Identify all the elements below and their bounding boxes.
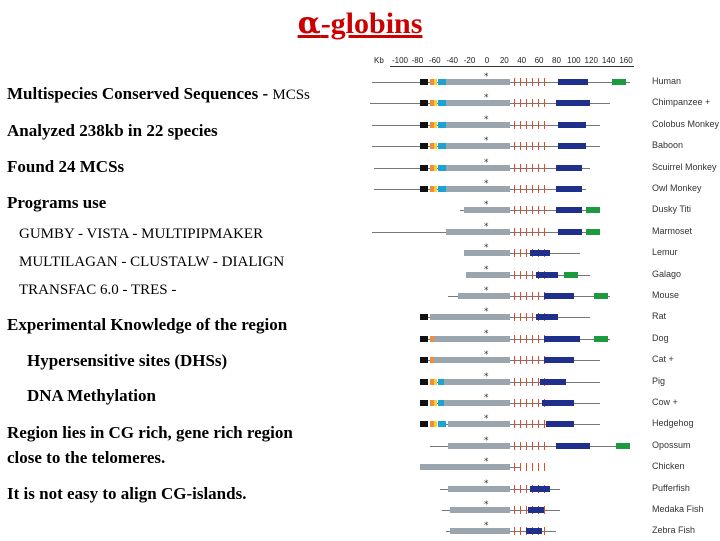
star-marker: * — [484, 72, 489, 82]
gene-block — [444, 400, 510, 406]
red-tick — [538, 206, 539, 214]
mcs-block — [434, 421, 437, 427]
gene-block — [444, 379, 510, 385]
bullet-programs-line1: GUMBY - VISTA - MULTIPIPMAKER — [19, 226, 264, 242]
gene-block — [446, 122, 510, 128]
red-tick — [538, 292, 539, 300]
red-tick — [526, 121, 527, 129]
red-tick — [526, 249, 527, 257]
red-tick — [514, 185, 515, 193]
axis-tick: -80 — [411, 56, 424, 65]
bullet-mcs-suffix: MCSs — [272, 87, 310, 103]
mcs-block — [420, 165, 428, 171]
species-row — [360, 502, 720, 520]
star-marker: * — [484, 243, 489, 254]
species-row — [360, 523, 720, 541]
red-tick — [544, 506, 545, 514]
star-marker: * — [484, 179, 489, 189]
red-tick — [544, 164, 545, 172]
red-tick — [526, 399, 527, 407]
species-label: Marmoset — [652, 225, 693, 236]
bullet-analyzed: Analyzed 238kb in 22 species — [7, 121, 218, 140]
red-tick — [514, 356, 515, 364]
red-tick — [514, 335, 515, 343]
mcs-block — [438, 421, 446, 427]
species-row — [360, 309, 720, 327]
red-tick — [526, 164, 527, 172]
red-tick — [520, 485, 521, 493]
red-tick — [538, 356, 539, 364]
gene-block — [446, 79, 510, 85]
star-marker: * — [484, 286, 489, 296]
axis-tick: 80 — [552, 56, 561, 65]
gene-block — [446, 186, 510, 192]
species-label: Chicken — [652, 461, 685, 472]
red-tick — [544, 99, 545, 107]
red-tick — [538, 185, 539, 193]
species-label: Pig — [652, 375, 666, 386]
red-tick — [520, 78, 521, 86]
red-tick — [526, 356, 527, 364]
red-tick — [520, 506, 521, 514]
star-marker: * — [484, 114, 489, 125]
star-marker: * — [484, 328, 489, 339]
mcs-block — [438, 79, 446, 85]
red-tick — [532, 78, 533, 86]
species-row — [360, 395, 720, 413]
red-tick — [514, 271, 515, 279]
mcs-block — [438, 100, 446, 106]
mcs-block — [420, 400, 428, 406]
red-tick — [532, 142, 533, 150]
red-tick — [526, 99, 527, 107]
red-tick — [526, 292, 527, 300]
red-tick — [520, 228, 521, 236]
red-tick — [520, 99, 521, 107]
mcs-block — [420, 100, 428, 106]
species-label: Rat — [652, 311, 667, 322]
red-tick — [514, 378, 515, 386]
navy-block — [556, 186, 582, 192]
red-tick — [544, 463, 545, 471]
mcs-block — [420, 421, 428, 427]
red-tick — [526, 313, 527, 321]
red-tick — [520, 527, 521, 535]
species-row — [360, 202, 720, 220]
species-row — [360, 245, 720, 263]
red-tick — [514, 228, 515, 236]
red-tick — [532, 335, 533, 343]
red-tick — [532, 378, 533, 386]
red-tick — [514, 485, 515, 493]
star-marker: * — [484, 478, 489, 489]
gene-block — [446, 165, 510, 171]
star-marker: * — [484, 136, 489, 147]
red-tick — [538, 142, 539, 150]
red-tick — [526, 228, 527, 236]
gene-block — [446, 229, 510, 235]
gene-block — [448, 421, 510, 427]
mcs-block — [438, 143, 446, 149]
mcs-block — [434, 165, 437, 171]
bullet-found: Found 24 MCSs — [7, 157, 125, 176]
red-tick — [514, 99, 515, 107]
red-tick — [526, 206, 527, 214]
axis-tick: -60 — [428, 56, 441, 65]
axis-tick: 120 — [584, 56, 598, 65]
mcs-block — [420, 357, 428, 363]
red-tick — [514, 442, 515, 450]
gene-block — [430, 314, 510, 320]
red-tick — [544, 228, 545, 236]
bullet-programs-line2: MULTILAGAN - CLUSTALW - DIALIGN — [19, 254, 285, 270]
species-label: Baboon — [652, 140, 684, 151]
red-tick — [514, 292, 515, 300]
red-tick — [532, 121, 533, 129]
species-label: Zebra Fish — [652, 525, 696, 536]
red-tick — [538, 378, 539, 386]
green-block — [586, 229, 600, 235]
gene-block — [448, 486, 510, 492]
species-label: Cat + — [652, 354, 674, 365]
red-tick — [538, 99, 539, 107]
species-row — [360, 181, 720, 199]
red-tick — [514, 249, 515, 257]
red-tick — [514, 420, 515, 428]
gene-block — [450, 507, 510, 513]
navy-block — [542, 400, 574, 406]
red-tick — [538, 164, 539, 172]
green-block — [594, 293, 608, 299]
red-tick — [520, 121, 521, 129]
red-tick — [514, 527, 515, 535]
red-tick — [538, 228, 539, 236]
red-tick — [514, 463, 515, 471]
species-label: Galago — [652, 268, 682, 279]
species-row — [360, 416, 720, 434]
species-row — [360, 352, 720, 370]
star-marker: * — [484, 500, 489, 510]
species-row — [360, 221, 720, 242]
species-row — [360, 459, 720, 477]
red-tick — [532, 442, 533, 450]
mcs-block — [434, 186, 437, 192]
mcs-block — [434, 400, 437, 406]
red-tick — [532, 399, 533, 407]
bullet-programs: Programs use — [7, 193, 107, 212]
bullet-experimental: Experimental Knowledge of the region — [7, 315, 288, 334]
red-tick — [532, 185, 533, 193]
species-row — [360, 157, 720, 178]
navy-block — [530, 250, 550, 256]
species-label: Medaka Fish — [652, 504, 704, 514]
species-label: Pufferfish — [652, 482, 690, 493]
navy-block — [530, 486, 550, 492]
red-tick — [526, 142, 527, 150]
mcs-block — [420, 314, 428, 320]
red-tick — [514, 399, 515, 407]
green-block — [586, 207, 600, 213]
red-tick — [538, 78, 539, 86]
navy-block — [540, 379, 566, 385]
mcs-block — [420, 379, 428, 385]
navy-block — [528, 507, 544, 513]
navy-block — [556, 207, 582, 213]
navy-block — [544, 357, 574, 363]
axis-tick: 100 — [567, 56, 581, 65]
bullet-mcs — [7, 84, 310, 105]
species-label: Colobus Monkey — [652, 118, 720, 129]
bullet-cg-islands: It is not easy to align CG-islands. — [7, 484, 247, 503]
species-row — [360, 328, 720, 349]
mcs-block — [438, 186, 446, 192]
red-tick — [532, 356, 533, 364]
star-marker: * — [484, 435, 489, 446]
navy-block — [536, 314, 558, 320]
star-marker: * — [484, 93, 489, 104]
axis-tick: 20 — [499, 56, 509, 65]
red-tick — [520, 185, 521, 193]
species-row — [360, 288, 720, 306]
axis-line — [390, 66, 634, 67]
red-tick — [526, 420, 527, 428]
navy-block — [546, 421, 574, 427]
mcs-block — [434, 379, 437, 385]
gene-block — [420, 464, 510, 470]
red-tick — [526, 463, 527, 471]
bullet-dhs: Hypersensitive sites (DHSs) — [27, 351, 228, 370]
star-marker: * — [484, 393, 489, 403]
axis-tick: -40 — [446, 56, 458, 65]
star-marker: * — [484, 264, 489, 275]
species-row — [360, 74, 720, 92]
axis-tick: 140 — [601, 56, 616, 65]
navy-block — [558, 229, 582, 235]
bullet-mcs-text: Multispecies Conserved Sequences - — [7, 84, 273, 103]
navy-block — [556, 165, 582, 171]
species-row — [360, 371, 720, 392]
mcs-block — [420, 143, 428, 149]
species-label: Scuirrel Monkey — [652, 161, 717, 172]
red-tick — [520, 399, 521, 407]
star-marker: * — [484, 221, 489, 232]
red-tick — [544, 206, 545, 214]
species-label: Human — [652, 76, 682, 86]
mcs-block — [438, 122, 446, 128]
red-tick — [538, 463, 539, 471]
title-text: -globins — [320, 7, 423, 40]
navy-block — [556, 100, 590, 106]
red-tick — [526, 378, 527, 386]
navy-block — [558, 122, 586, 128]
red-tick — [514, 121, 515, 129]
red-tick — [520, 463, 521, 471]
species-label: Owl Monkey — [652, 183, 702, 193]
red-tick — [520, 142, 521, 150]
axis-tick: -100 — [391, 56, 409, 65]
mcs-block — [434, 100, 437, 106]
axis-unit: Kb — [374, 56, 384, 65]
page-title — [0, 6, 720, 41]
star-marker: * — [484, 371, 489, 382]
axis-tick: 40 — [517, 56, 527, 65]
red-tick — [544, 185, 545, 193]
gene-block — [448, 443, 510, 449]
gene-block — [446, 143, 510, 149]
mcs-block — [420, 122, 428, 128]
red-tick — [514, 164, 515, 172]
red-tick — [526, 78, 527, 86]
axis-tick: -20 — [463, 56, 476, 65]
red-tick — [544, 442, 545, 450]
gene-block — [434, 357, 510, 363]
navy-block — [558, 79, 588, 85]
bullet-cg-rich-2: close to the telomeres. — [7, 448, 166, 467]
star-marker: * — [484, 157, 489, 168]
navy-block — [556, 443, 590, 449]
red-tick — [544, 121, 545, 129]
navy-block — [536, 272, 558, 278]
green-block — [616, 443, 630, 449]
red-tick — [526, 335, 527, 343]
red-tick — [532, 420, 533, 428]
red-tick — [532, 99, 533, 107]
axis-tick: 0 — [484, 56, 490, 65]
red-tick — [538, 399, 539, 407]
star-marker: * — [484, 521, 489, 532]
red-tick — [514, 313, 515, 321]
species-row — [360, 264, 720, 285]
red-tick — [532, 206, 533, 214]
red-tick — [544, 142, 545, 150]
red-tick — [532, 292, 533, 300]
mcs-block — [420, 186, 428, 192]
species-label: Dog — [652, 332, 669, 343]
red-tick — [532, 463, 533, 471]
red-tick — [520, 206, 521, 214]
star-marker: * — [484, 200, 489, 211]
red-tick — [526, 185, 527, 193]
green-block — [594, 336, 608, 342]
red-tick — [526, 271, 527, 279]
red-tick — [532, 228, 533, 236]
star-marker: * — [484, 457, 489, 468]
red-tick — [520, 335, 521, 343]
species-label: Cow + — [652, 397, 678, 407]
red-tick — [520, 164, 521, 172]
species-row — [360, 435, 720, 456]
star-marker: * — [484, 350, 489, 361]
red-tick — [526, 442, 527, 450]
navy-block — [558, 143, 586, 149]
red-tick — [538, 420, 539, 428]
mcs-block — [434, 122, 437, 128]
gene-block — [434, 336, 510, 342]
red-tick — [520, 356, 521, 364]
axis-tick: 160 — [619, 56, 633, 65]
star-marker: * — [484, 307, 489, 318]
species-row — [360, 478, 720, 499]
bullet-methylation: DNA Methylation — [27, 386, 156, 405]
mcs-block — [438, 165, 446, 171]
red-tick — [520, 313, 521, 321]
red-tick — [514, 142, 515, 150]
red-tick — [538, 335, 539, 343]
red-tick — [514, 78, 515, 86]
navy-block — [544, 293, 574, 299]
axis — [360, 50, 720, 70]
gene-block — [446, 100, 510, 106]
bullet-cg-rich-1: Region lies in CG rich, gene rich region — [7, 423, 293, 442]
red-tick — [526, 506, 527, 514]
red-tick — [514, 206, 515, 214]
mcs-block — [434, 79, 437, 85]
green-block — [612, 79, 626, 85]
red-tick — [544, 420, 545, 428]
red-tick — [520, 271, 521, 279]
species-row — [360, 138, 720, 156]
green-block — [564, 272, 578, 278]
species-label: Opossum — [652, 439, 691, 450]
red-tick — [544, 78, 545, 86]
species-label: Lemur — [652, 247, 678, 258]
species-label: Hedgehog — [652, 418, 694, 429]
axis-tick: 60 — [534, 56, 544, 65]
species-label: Dusky Titi — [652, 204, 692, 215]
red-tick — [520, 442, 521, 450]
gene-block — [450, 528, 510, 534]
star-marker: * — [484, 414, 489, 425]
species-row — [360, 95, 720, 113]
red-tick — [532, 313, 533, 321]
species-label: Mouse — [652, 290, 680, 300]
red-tick — [520, 420, 521, 428]
red-tick — [538, 121, 539, 129]
navy-block — [544, 336, 580, 342]
title-alpha: α — [297, 6, 321, 41]
bullet-programs-line3: TRANSFAC 6.0 - TRES - — [19, 282, 177, 298]
navy-block — [526, 528, 542, 534]
mcs-block — [420, 336, 428, 342]
mcs-block — [434, 143, 437, 149]
red-tick — [520, 378, 521, 386]
red-tick — [520, 249, 521, 257]
red-tick — [514, 506, 515, 514]
mcs-block — [420, 79, 428, 85]
red-tick — [538, 442, 539, 450]
red-tick — [532, 271, 533, 279]
red-tick — [520, 292, 521, 300]
red-tick — [526, 485, 527, 493]
species-label: Chimpanzee + — [652, 97, 711, 108]
red-tick — [544, 527, 545, 535]
alignment-figure — [360, 50, 720, 540]
red-tick — [532, 164, 533, 172]
species-row — [360, 114, 720, 135]
